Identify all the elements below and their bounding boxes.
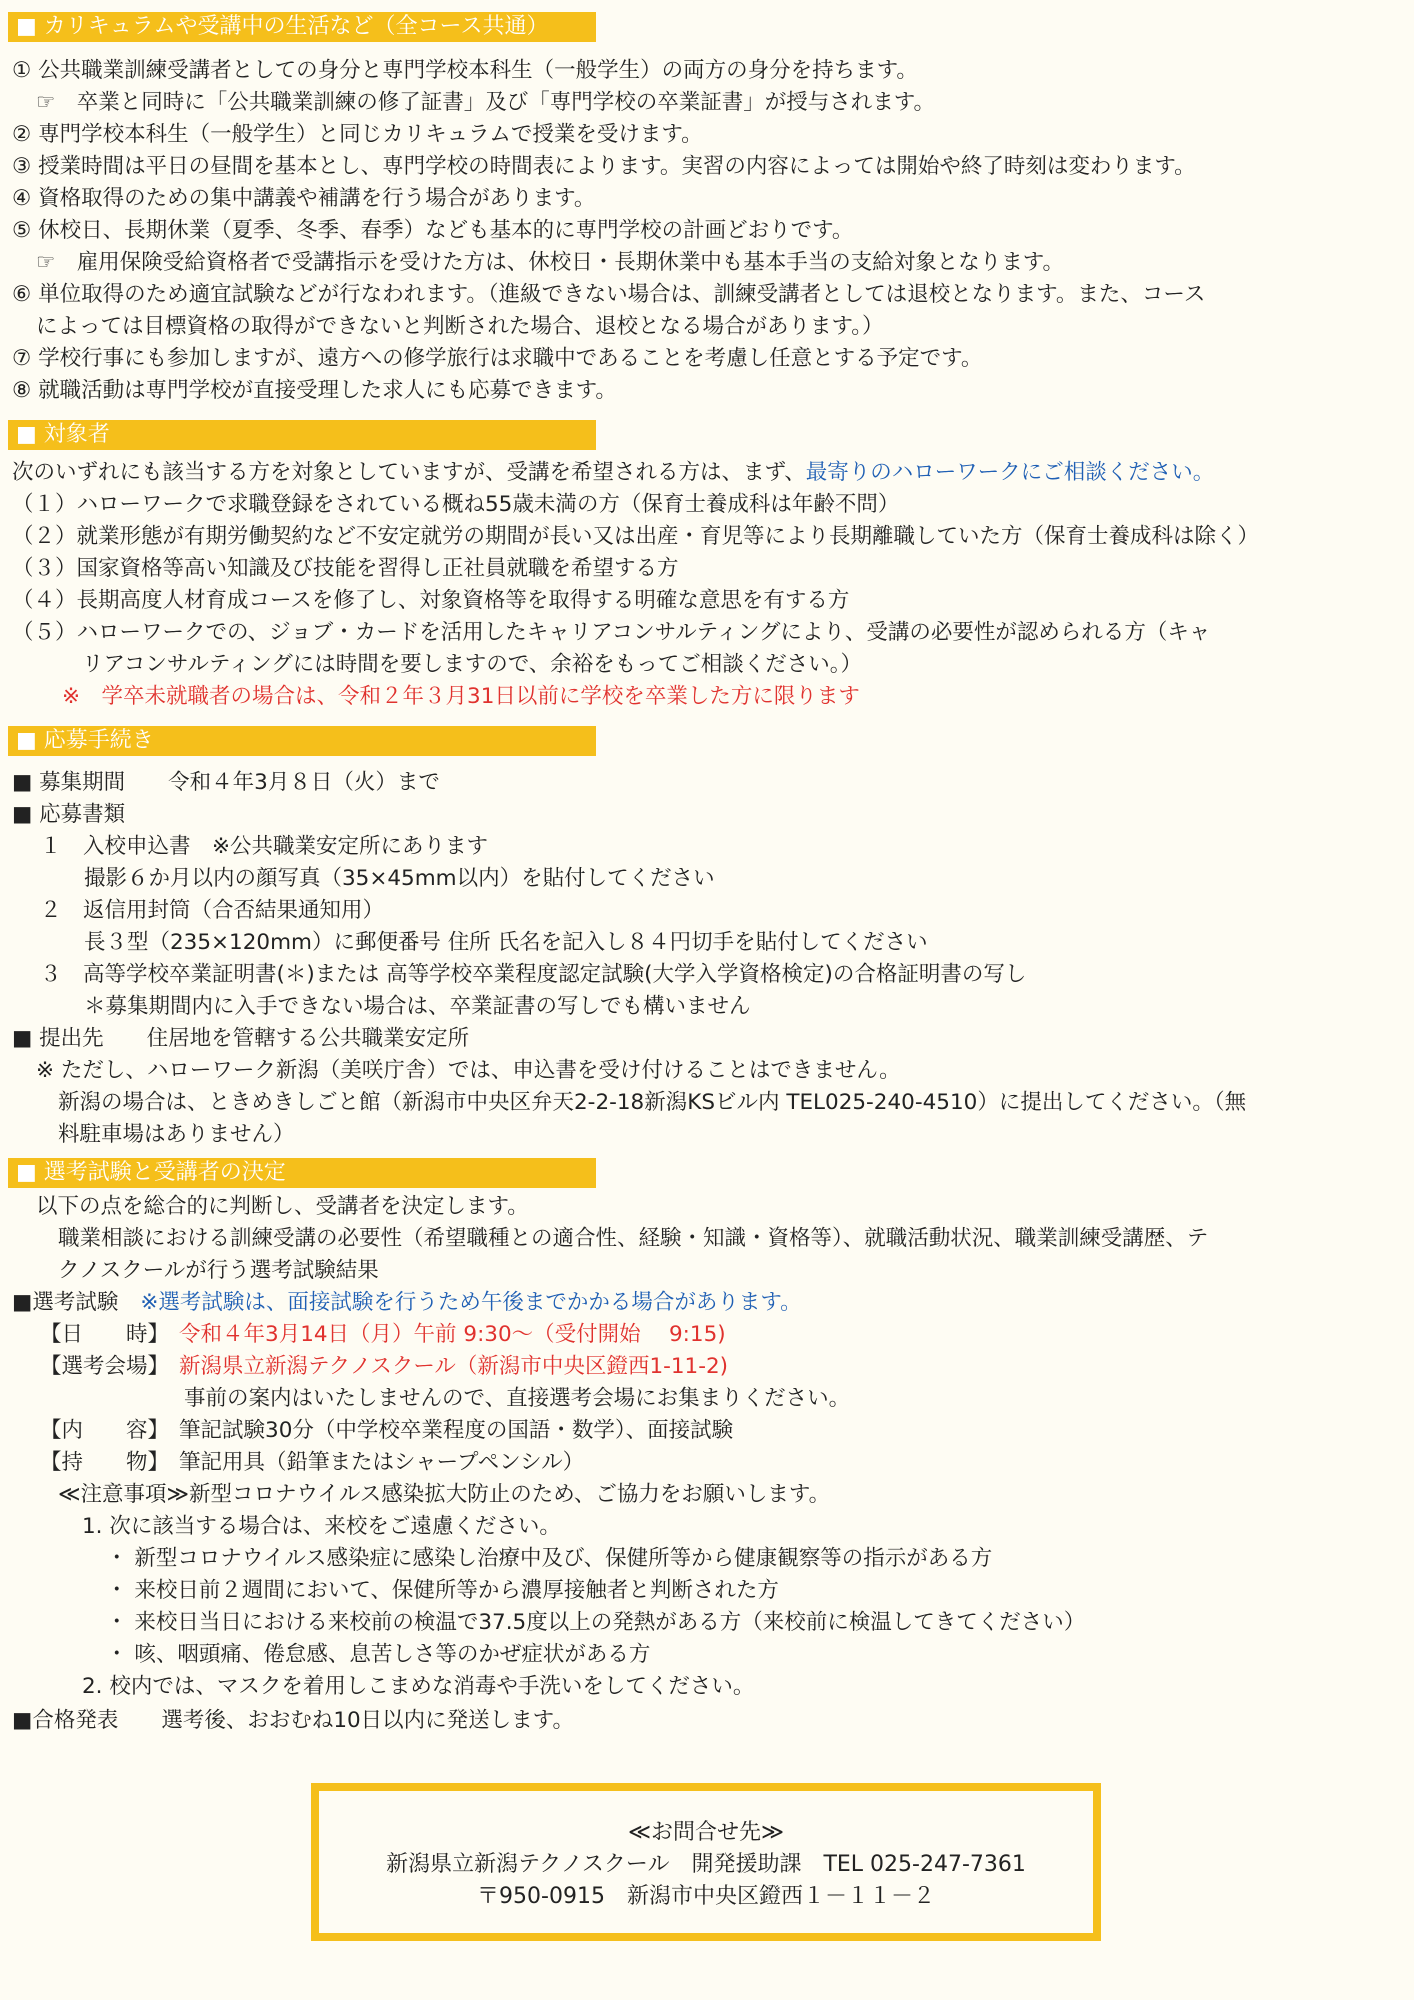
curriculum-item-7: ⑦ 学校行事にも参加しますが、遠方への修学旅行は求職中であることを考慮し任意とする予定です。 [12,346,983,371]
application-doc-1-note: 撮影６か月以内の顔写真（35×45mm以内）を貼付してください [84,866,715,891]
application-doc-2-note: 長３型（235×120mm）に郵便番号 住所 氏名を記入し８４円切手を貼付してください [84,930,928,955]
selection-criteria: 職業相談における訓練受講の必要性（希望職種との適合性、経験・知識・資格等）、就職活動状況、職業訓練受講歴、テ [58,1226,1209,1251]
application-submit-note-2: 新潟の場合は、ときめきしごと館（新潟市中央区弁天2-2-18新潟KSビル内 TEL025-240-4510）に提出してください。（無 [58,1090,1247,1115]
curriculum-item-5: ⑤ 休校日、長期休業（夏季、冬季、春季）なども基本的に専門学校の計画どおりです。 [12,218,854,243]
target-condition-3: （３）国家資格等高い知識及び技能を習得し正社員就職を希望する方 [12,556,679,581]
section-header-application: ■ 応募手続き [8,726,596,756]
selection-items-value: 筆記用具（鉛筆またはシャープペンシル） [179,1450,585,1475]
target-intro-text: 次のいずれにも該当する方を対象としていますが、受講を希望される方は、まず、 [12,460,806,485]
target-condition-4: （４）長期高度人材育成コースを修了し、対象資格等を取得する明確な意思を有する方 [12,588,850,613]
curriculum-item-6-cont: によっては目標資格の取得ができないと判断された場合、退校となる場合があります。） [36,314,884,339]
curriculum-item-2: ② 専門学校本科生（一般学生）と同じカリキュラムで授業を受けます。 [12,122,703,147]
application-submit-note-1: ※ ただし、ハローワーク新潟（美咲庁舎）では、申込書を受け付けることはできません。 [36,1058,901,1083]
target-condition-5: （５）ハローワークでの、ジョブ・カードを活用したキャリアコンサルティングにより、受講の必要性が認められる方（キャ [12,620,1211,645]
section-header-curriculum: ■ カリキュラムや受講中の生活など（全コース共通） [8,12,596,42]
curriculum-item-1: ① 公共職業訓練受講者としての身分と専門学校本科生（一般学生）の両方の身分を持ちます。 [12,58,918,83]
target-intro [12,458,1214,488]
contact-title: ≪お問合せ先≫ [627,1820,785,1845]
selection-intro: 以下の点を総合的に判断し、受講者を決定します。 [36,1194,529,1219]
selection-exam-label: ■選考試験 [12,1290,119,1315]
caution-bullet-1: ・ 新型コロナウイルス感染症に感染し治療中及び、保健所等から健康観察等の指示がある方 [106,1546,993,1571]
selection-content-label: 【内 容】 [40,1418,170,1443]
selection-criteria-cont: クノスクールが行う選考試験結果 [58,1258,379,1283]
selection-caution: ≪注意事項≫新型コロナウイルス感染拡大防止のため、ご協力をお願いします。 [58,1482,831,1507]
selection-exam-note: ※選考試験は、面接試験を行うため午後までかかる場合があります。 [140,1290,802,1315]
target-condition-1: （１）ハローワークで求職登録をされている概ね55歳未満の方（保育士養成科は年齢不問） [12,492,900,517]
caution-bullet-4: ・ 咳、咽頭痛、倦怠感、息苦しさ等のかぜ症状がある方 [106,1642,651,1667]
selection-venue-note: 事前の案内はいたしませんので、直接選考会場にお集まりください。 [184,1386,851,1411]
application-doc-1: １ 入校申込書 ※公共職業安定所にあります [40,834,489,859]
curriculum-item-6: ⑥ 単位取得のため適宜試験などが行なわれます。（進級できない場合は、訓練受講者としては退校となります。また、コース [12,282,1206,307]
selection-items-label: 【持 物】 [40,1450,170,1475]
selection-date [40,1320,726,1350]
section-header-target: ■ 対象者 [8,420,596,450]
selection-result: ■合格発表 選考後、おおむね10日以内に発送します。 [12,1708,574,1733]
section-header-selection: ■ 選考試験と受講者の決定 [8,1158,596,1188]
application-submit-note-3: 料駐車場はありません） [58,1122,295,1147]
selection-content [40,1416,733,1446]
selection-venue-label: 【選考会場】 [40,1354,170,1379]
caution-bullet-2: ・ 来校日前２週間において、保健所等から濃厚接触者と判断された方 [106,1578,779,1603]
contact-line-1: 新潟県立新潟テクノスクール 開発援助課 TEL 025-247-7361 [386,1852,1026,1877]
curriculum-item-5-note: ☞ 雇用保険受給資格者で受講指示を受けた方は、休校日・長期休業中も基本手当の支給対象となります。 [36,250,1065,275]
application-doc-2: ２ 返信用封筒（合否結果通知用） [40,898,385,923]
selection-content-value: 筆記試験30分（中学校卒業程度の国語・数学）、面接試験 [179,1418,734,1443]
selection-exam [12,1288,802,1318]
target-note: ※ 学卒未就職者の場合は、令和２年３月31日以前に学校を卒業した方に限ります [62,684,860,709]
target-intro-highlight: 最寄りのハローワークにご相談ください。 [805,460,1215,485]
target-condition-5-cont: リアコンサルティングには時間を要しますので、余裕をもってご相談ください。） [82,652,863,677]
application-doc-3: ３ 高等学校卒業証明書(＊)または 高等学校卒業程度認定試験(大学入学資格検定)の合格証明書の写し [40,962,1027,987]
caution-item-1: 1. 次に該当する場合は、来校をご遠慮ください。 [82,1514,561,1539]
caution-bullet-3: ・ 来校日当日における来校前の検温で37.5度以上の発熱がある方（来校前に検温してきてください） [106,1610,1086,1635]
curriculum-item-1-note: ☞ 卒業と同時に「公共職業訓練の修了証書」及び「専門学校の卒業証書」が授与されます。 [36,90,936,115]
selection-venue [40,1352,728,1382]
selection-items [40,1448,584,1478]
curriculum-item-4: ④ 資格取得のための集中講義や補講を行う場合があります。 [12,186,596,211]
application-doc-3-note: ＊募集期間内に入手できない場合は、卒業証書の写しでも構いません [84,994,751,1019]
application-docs-heading: ■ 応募書類 [12,802,126,827]
selection-date-value: 令和４年3月14日（月）午前 9:30〜（受付開始 9:15) [179,1322,726,1347]
target-condition-2: （２）就業形態が有期労働契約など不安定就労の期間が長い又は出産・育児等により長期離職していた方（保育士養成科は除く） [12,524,1260,549]
contact-box [311,1783,1101,1941]
selection-venue-value: 新潟県立新潟テクノスクール（新潟市中央区鐙西1-11-2) [179,1354,729,1379]
caution-item-2: 2. 校内では、マスクを着用しこまめな消毒や手洗いをしてください。 [82,1674,755,1699]
selection-date-label: 【日 時】 [40,1322,170,1347]
curriculum-item-3: ③ 授業時間は平日の昼間を基本とし、専門学校の時間表によります。実習の内容によっては開始や終了時刻は変わります。 [12,154,1196,179]
application-period: ■ 募集期間 令和４年3月８日（火）まで [12,770,440,795]
application-submit-to: ■ 提出先 住居地を管轄する公共職業安定所 [12,1026,470,1051]
contact-line-2: 〒950-0915 新潟市中央区鐙西１－１１－２ [477,1884,935,1909]
curriculum-item-8: ⑧ 就職活動は専門学校が直接受理した求人にも応募できます。 [12,378,617,403]
